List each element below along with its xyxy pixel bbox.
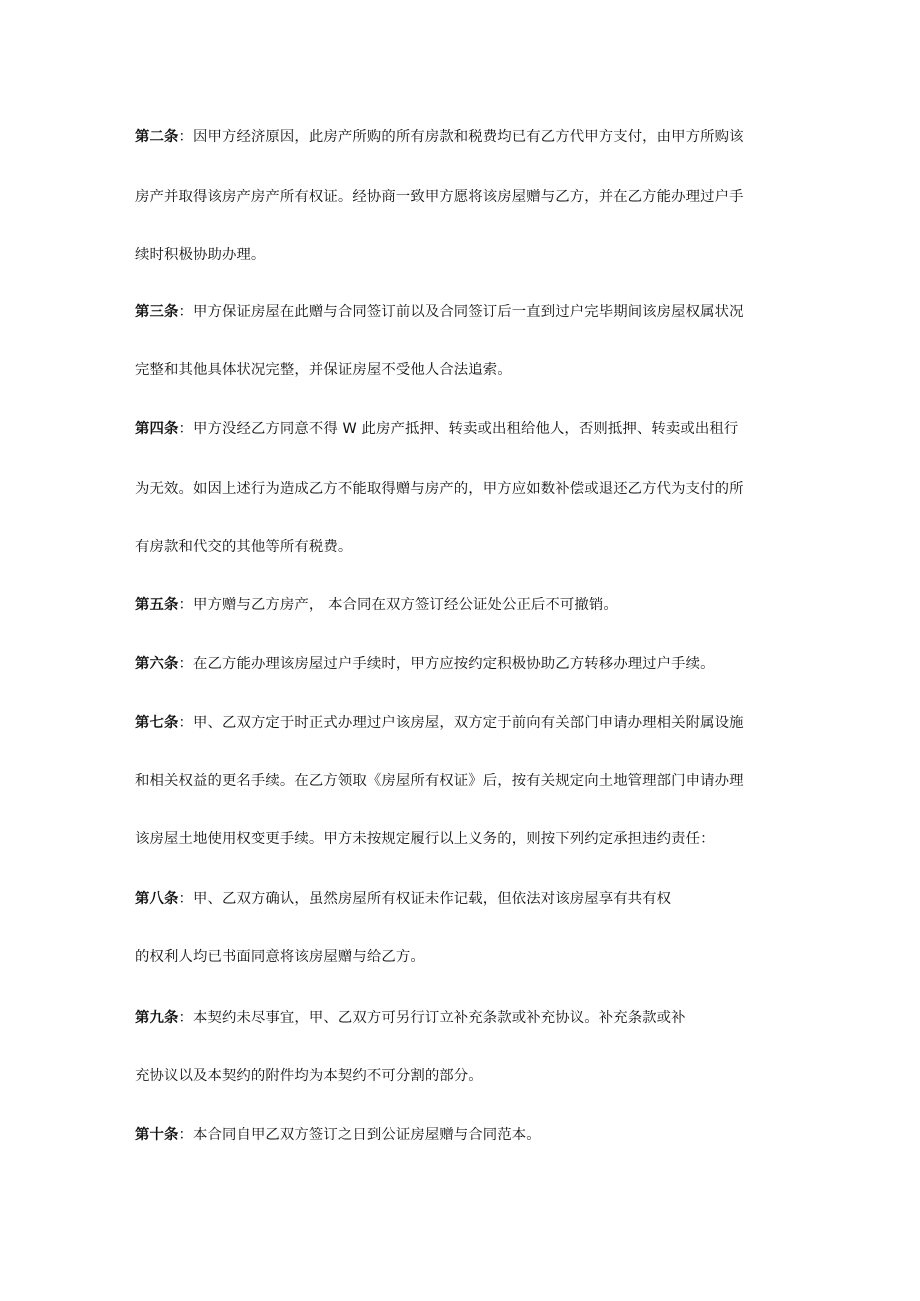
clause-4-line-1 bbox=[135, 419, 795, 439]
clause-4-line-2 bbox=[135, 479, 795, 499]
clause-8-line-2 bbox=[135, 947, 795, 967]
clause-9-line-1 bbox=[135, 1008, 795, 1028]
clause-10-line-1 bbox=[135, 1125, 795, 1145]
clause-2-text-3: 续时积极协助办理。 bbox=[135, 247, 266, 263]
clause-7-line-3 bbox=[135, 829, 795, 849]
clause-2-line-1 bbox=[135, 127, 795, 147]
clause-10-text-1: ：本合同自甲乙双方签订之日到公证房屋赠与合同范本。 bbox=[178, 1127, 541, 1143]
clause-8-label: 第八条 bbox=[135, 891, 179, 907]
clause-3-text-1: ：甲方保证房屋在此赠与合同签订前以及合同签订后一直到过户完毕期间该房屋权属状况 bbox=[178, 304, 744, 320]
clause-4-line-3 bbox=[135, 537, 795, 557]
clause-2-text-2: 房产并取得该房产房产所有权证。经协商一致甲方愿将该房屋赠与乙方，并在乙方能办理过户手 bbox=[135, 189, 744, 205]
clause-7-text-2: 和相关权益的更名手续。在乙方领取《房屋所有权证》后，按有关规定向土地管理部门申请办理 bbox=[135, 773, 744, 789]
clause-4-text-1: ：甲方没经乙方同意不得 W 此房产抵押、转卖或出租给他人，否则抵押、转卖或出租行 bbox=[178, 421, 739, 437]
clause-7-line-2 bbox=[135, 771, 795, 791]
clause-4-text-3: 有房款和代交的其他等所有税费。 bbox=[135, 539, 353, 555]
clause-7-text-1: ：甲、乙双方定于时正式办理过户该房屋，双方定于前向有关部门申请办理相关附属设施 bbox=[178, 715, 744, 731]
clause-10-label: 第十条 bbox=[135, 1127, 179, 1143]
clause-9-line-2 bbox=[135, 1066, 795, 1086]
clause-3-label: 第三条 bbox=[135, 304, 179, 320]
clause-2-line-3 bbox=[135, 245, 795, 265]
clause-5-label: 第五条 bbox=[135, 597, 179, 613]
clause-9-text-1: ：本契约未尽事宜，甲、乙双方可另行订立补充条款或补充协议。补充条款或补 bbox=[178, 1010, 686, 1026]
clause-3-line-1 bbox=[135, 302, 795, 322]
clause-4-label: 第四条 bbox=[135, 421, 179, 437]
clause-3-line-2 bbox=[135, 360, 795, 380]
clause-5-line-1 bbox=[135, 595, 795, 615]
clause-6-text-1: ：在乙方能办理该房屋过户手续时，甲方应按约定积极协助乙方转移办理过户手续。 bbox=[178, 656, 715, 672]
clause-9-text-2: 充协议以及本契约的附件均为本契约不可分割的部分。 bbox=[135, 1068, 483, 1084]
clause-7-text-3: 该房屋土地使用权变更手续。甲方未按规定履行以上义务的，则按下列约定承担违约责任： bbox=[135, 831, 715, 847]
clause-2-text-1: ：因甲方经济原因，此房产所购的所有房款和税费均已有乙方代甲方支付，由甲方所购该 bbox=[178, 129, 744, 145]
clause-6-label: 第六条 bbox=[135, 656, 179, 672]
clause-6-line-1 bbox=[135, 654, 795, 674]
clause-8-text-2: 的权利人均已书面同意将该房屋赠与给乙方。 bbox=[135, 949, 425, 965]
clause-7-label: 第七条 bbox=[135, 715, 179, 731]
clause-7-line-1 bbox=[135, 713, 795, 733]
clause-4-text-2: 为无效。如因上述行为造成乙方不能取得赠与房产的，甲方应如数补偿或退还乙方代为支付的所 bbox=[135, 481, 744, 497]
clause-3-text-2: 完整和其他具体状况完整，并保证房屋不受他人合法追索。 bbox=[135, 362, 512, 378]
clause-5-text-1: ：甲方赠与乙方房产， 本合同在双方签订经公证处公正后不可撤销。 bbox=[178, 597, 618, 613]
clause-2-label: 第二条 bbox=[135, 129, 179, 145]
clause-9-label: 第九条 bbox=[135, 1010, 179, 1026]
clause-8-text-1: ：甲、乙双方确认，虽然房屋所有权证未作记载，但依法对该房屋享有共有权 bbox=[178, 891, 672, 907]
clause-8-line-1 bbox=[135, 889, 795, 909]
clause-2-line-2 bbox=[135, 187, 795, 207]
